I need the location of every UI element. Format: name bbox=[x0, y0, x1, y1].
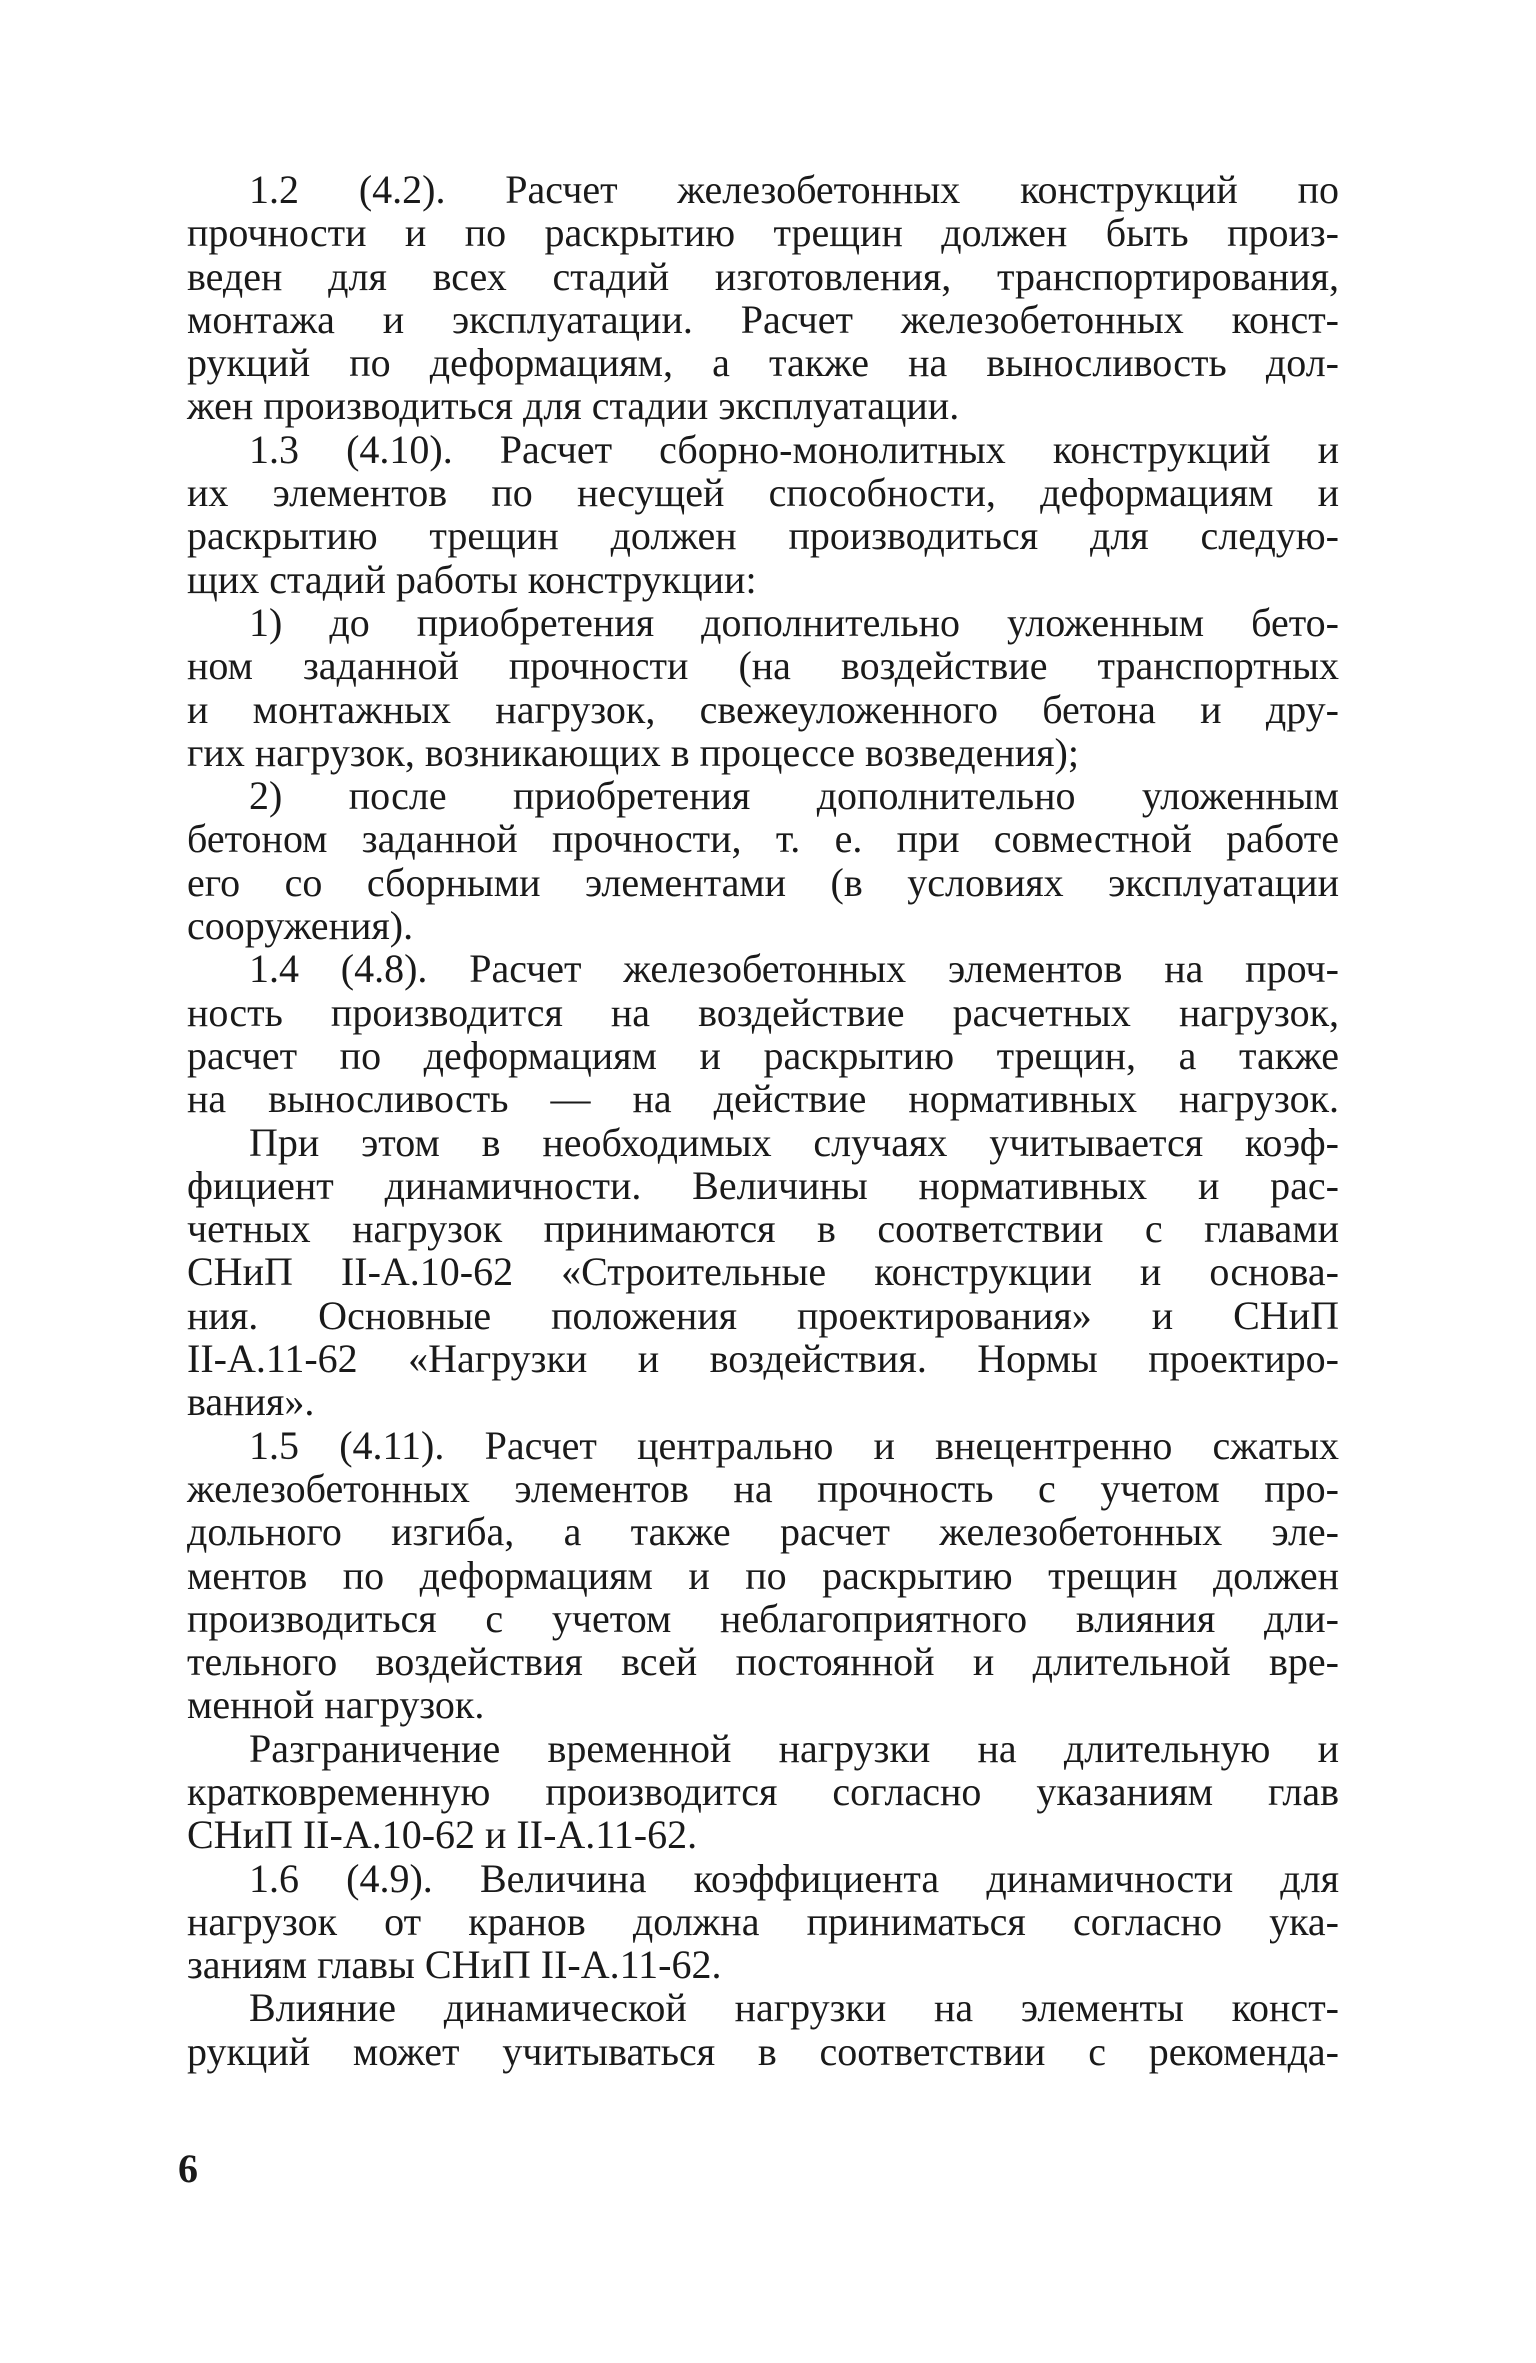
text-line: 1) до приобретения дополнительно уложенным бето- bbox=[249, 599, 1339, 645]
text-line: расчет по деформациям и раскрытию трещин, а также bbox=[187, 1032, 1339, 1078]
text-line: щих стадий работы конструкции: bbox=[187, 556, 757, 602]
text-line: монтажа и эксплуатации. Расчет железобетонных конст- bbox=[187, 296, 1339, 342]
text-line: сооружения). bbox=[187, 903, 414, 949]
text-line: Разграничение временной нагрузки на длительную и bbox=[249, 1725, 1339, 1771]
text-line: 1.6 (4.9). Величина коэффициента динамичности для bbox=[249, 1855, 1339, 1901]
text-line: 1.5 (4.11). Расчет центрально и внецентренно сжатых bbox=[249, 1422, 1339, 1468]
text-line: раскрытию трещин должен производиться для следую- bbox=[187, 513, 1339, 559]
text-line: ном заданной прочности (на воздействие транспортных bbox=[187, 643, 1339, 689]
text-line: их элементов по несущей способности, деформациям и bbox=[187, 470, 1339, 516]
text-line: 1.2 (4.2). Расчет железобетонных конструкций по bbox=[249, 167, 1339, 212]
text-line: железобетонных элементов на прочность с учетом про- bbox=[187, 1465, 1339, 1511]
text-line: Влияние динамической нагрузки на элементы конст- bbox=[249, 1985, 1339, 2031]
text-line: 1.3 (4.10). Расчет сборно-монолитных конструкций и bbox=[249, 426, 1339, 472]
text-line: При этом в необходимых случаях учитывается коэф- bbox=[249, 1119, 1339, 1165]
text-line: ность производится на воздействие расчетных нагрузок, bbox=[187, 989, 1339, 1035]
text-line: 2) после приобретения дополнительно уложенным bbox=[249, 773, 1339, 819]
text-line: нагрузок от кранов должна приниматься согласно ука- bbox=[187, 1898, 1339, 1944]
text-line: 1.4 (4.8). Расчет железобетонных элементов на проч- bbox=[249, 946, 1339, 992]
text-line: ния. Основные положения проектирования» и СНиП bbox=[187, 1292, 1339, 1338]
text-line: жен производиться для стадии эксплуатации. bbox=[187, 383, 960, 429]
document-body bbox=[187, 168, 1339, 2073]
text-line: рукций может учитываться в соответствии с рекоменда- bbox=[187, 2028, 1339, 2074]
text-line: четных нагрузок принимаются в соответствии с главами bbox=[187, 1206, 1339, 1252]
text-line: производиться с учетом неблагоприятного влияния дли- bbox=[187, 1595, 1339, 1641]
text-line: тельного воздействия всей постоянной и длительной вре- bbox=[187, 1639, 1339, 1685]
text-line: гих нагрузок, возникающих в процессе возведения); bbox=[187, 729, 1079, 775]
text-line: дольного изгиба, а также расчет железобетонных эле- bbox=[187, 1509, 1339, 1555]
text-line: ментов по деформациям и по раскрытию трещин должен bbox=[187, 1552, 1339, 1598]
text-line: фициент динамичности. Величины нормативных и рас- bbox=[187, 1162, 1339, 1208]
text-line: на выносливость — на действие нормативных нагрузок. bbox=[187, 1076, 1339, 1122]
text-line: менной нагрузок. bbox=[187, 1682, 485, 1728]
text-line: веден для всех стадий изготовления, транспортирования, bbox=[187, 253, 1339, 299]
text-line: его со сборными элементами (в условиях эксплуатации bbox=[187, 859, 1339, 905]
text-line: рукций по деформациям, а также на выносливость дол- bbox=[187, 340, 1339, 386]
text-line: заниям главы СНиП II-А.11-62. bbox=[187, 1942, 722, 1988]
text-line: СНиП II-А.10-62 и II-А.11-62. bbox=[187, 1812, 698, 1858]
text-line: вания». bbox=[187, 1379, 315, 1425]
text-line: и монтажных нагрузок, свежеуложенного бетона и дру- bbox=[187, 686, 1339, 732]
text-line: кратковременную производится согласно указаниям глав bbox=[187, 1768, 1339, 1814]
text-line: СНиП II-А.10-62 «Строительные конструкции и основа- bbox=[187, 1249, 1339, 1295]
text-line: бетоном заданной прочности, т. е. при совместной работе bbox=[187, 816, 1339, 862]
text-line: прочности и по раскрытию трещин должен быть произ- bbox=[187, 210, 1339, 256]
text-line: II-А.11-62 «Нагрузки и воздействия. Нормы проектиро- bbox=[187, 1336, 1339, 1382]
page-number: 6 bbox=[178, 2146, 198, 2191]
